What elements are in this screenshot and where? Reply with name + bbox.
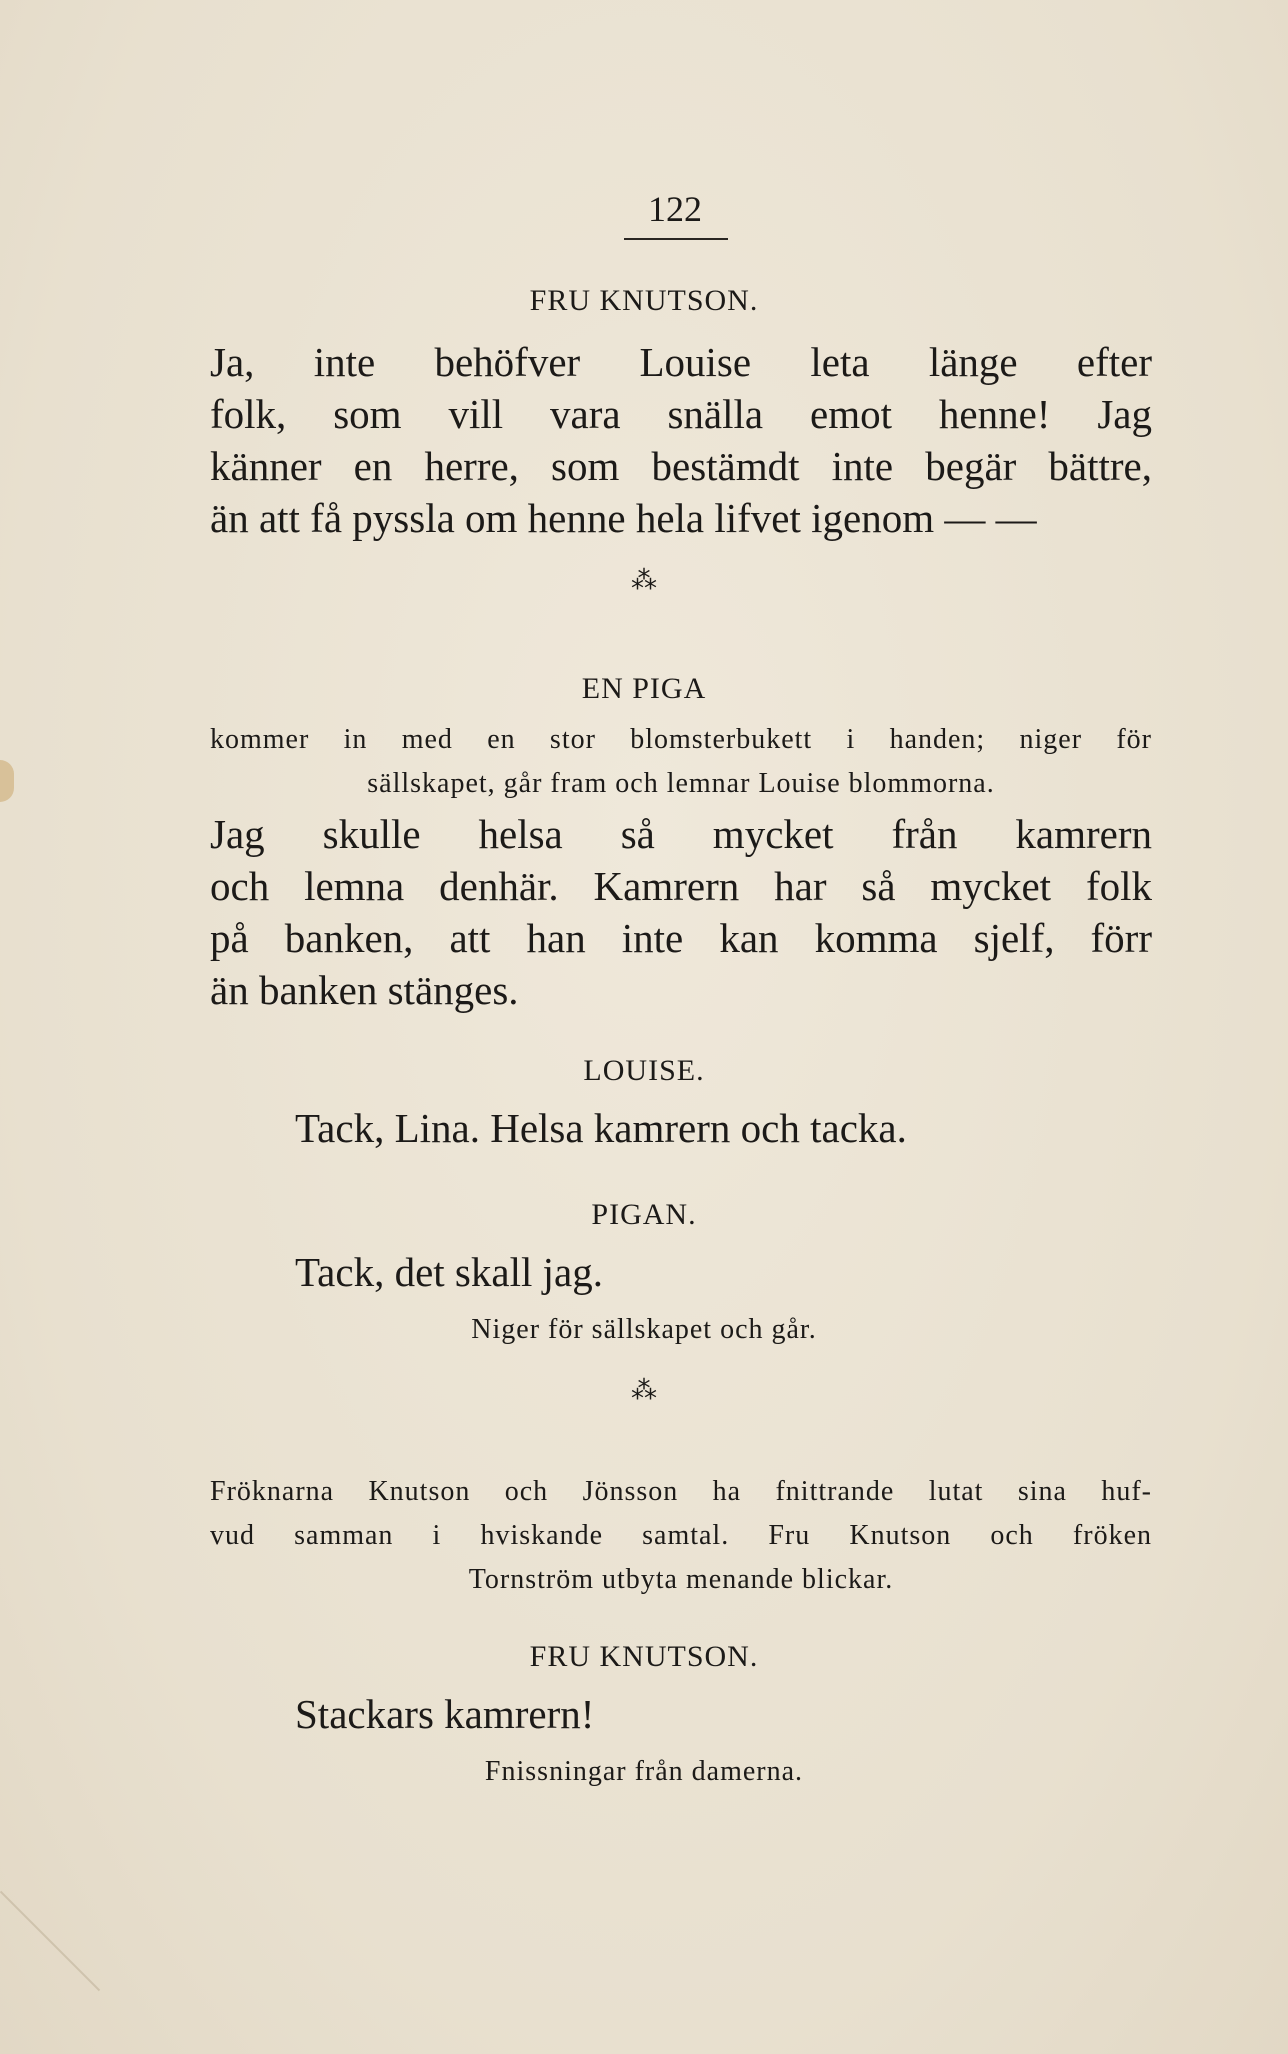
stage-line: sällskapet, går fram och lemnar Louise blommorna. — [367, 768, 995, 799]
page-number: 122 — [648, 189, 702, 229]
dialogue-fru-knutson-2: Stackars kamrern! — [295, 1691, 595, 1737]
dialogue-fru-knutson-1 — [210, 336, 1152, 544]
corner-crease — [0, 1891, 100, 1991]
dialogue-line: och lemna denhär. Kamrern har så mycket folk — [210, 863, 1152, 909]
dialogue-line: än banken stänges. — [210, 967, 519, 1013]
stage-direction-froknarna — [210, 1470, 1152, 1602]
asterism-1: ⁂ — [631, 566, 657, 596]
dialogue-line: än att få pyssla om henne hela lifvet igenom — — — [210, 495, 1037, 541]
speaker-pigan: PIGAN. — [591, 1198, 697, 1231]
stage-line: Tornström utbyta menande blickar. — [468, 1564, 894, 1595]
speaker-louise: LOUISE. — [583, 1054, 705, 1087]
dialogue-line: Ja, inte behöfver Louise leta länge efter — [210, 339, 1152, 385]
dialogue-line: känner en herre, som bestämdt inte begär bättre, — [210, 443, 1152, 489]
stage-direction-pigan: Niger för sällskapet och går. — [471, 1314, 817, 1345]
stage-direction-piga — [210, 718, 1152, 806]
page-number-rule — [624, 238, 728, 240]
stage-line: kommer in med en stor blomsterbukett i handen; niger för — [210, 724, 1152, 755]
dialogue-line: folk, som vill vara snälla emot henne! Jag — [210, 391, 1152, 437]
stage-line: vud samman i hviskande samtal. Fru Knutson och fröken — [210, 1520, 1152, 1551]
dialogue-pigan: Tack, det skall jag. — [295, 1249, 603, 1295]
asterism-2: ⁂ — [631, 1376, 657, 1406]
dialogue-piga-1 — [210, 808, 1152, 1016]
stage-line: Fröknarna Knutson och Jönsson ha fnittrande lutat sina huf- — [210, 1476, 1152, 1507]
dialogue-louise: Tack, Lina. Helsa kamrern och tacka. — [295, 1105, 907, 1151]
page-edge-mark — [0, 760, 14, 802]
dialogue-line: Jag skulle helsa så mycket från kamrern — [210, 811, 1152, 857]
speaker-en-piga: EN PIGA — [581, 672, 707, 705]
speaker-fru-knutson-1: FRU KNUTSON. — [529, 284, 759, 317]
stage-direction-fnissningar: Fnissningar från damerna. — [484, 1756, 804, 1787]
speaker-fru-knutson-2: FRU KNUTSON. — [529, 1640, 759, 1673]
dialogue-line: på banken, att han inte kan komma sjelf, förr — [210, 915, 1152, 961]
